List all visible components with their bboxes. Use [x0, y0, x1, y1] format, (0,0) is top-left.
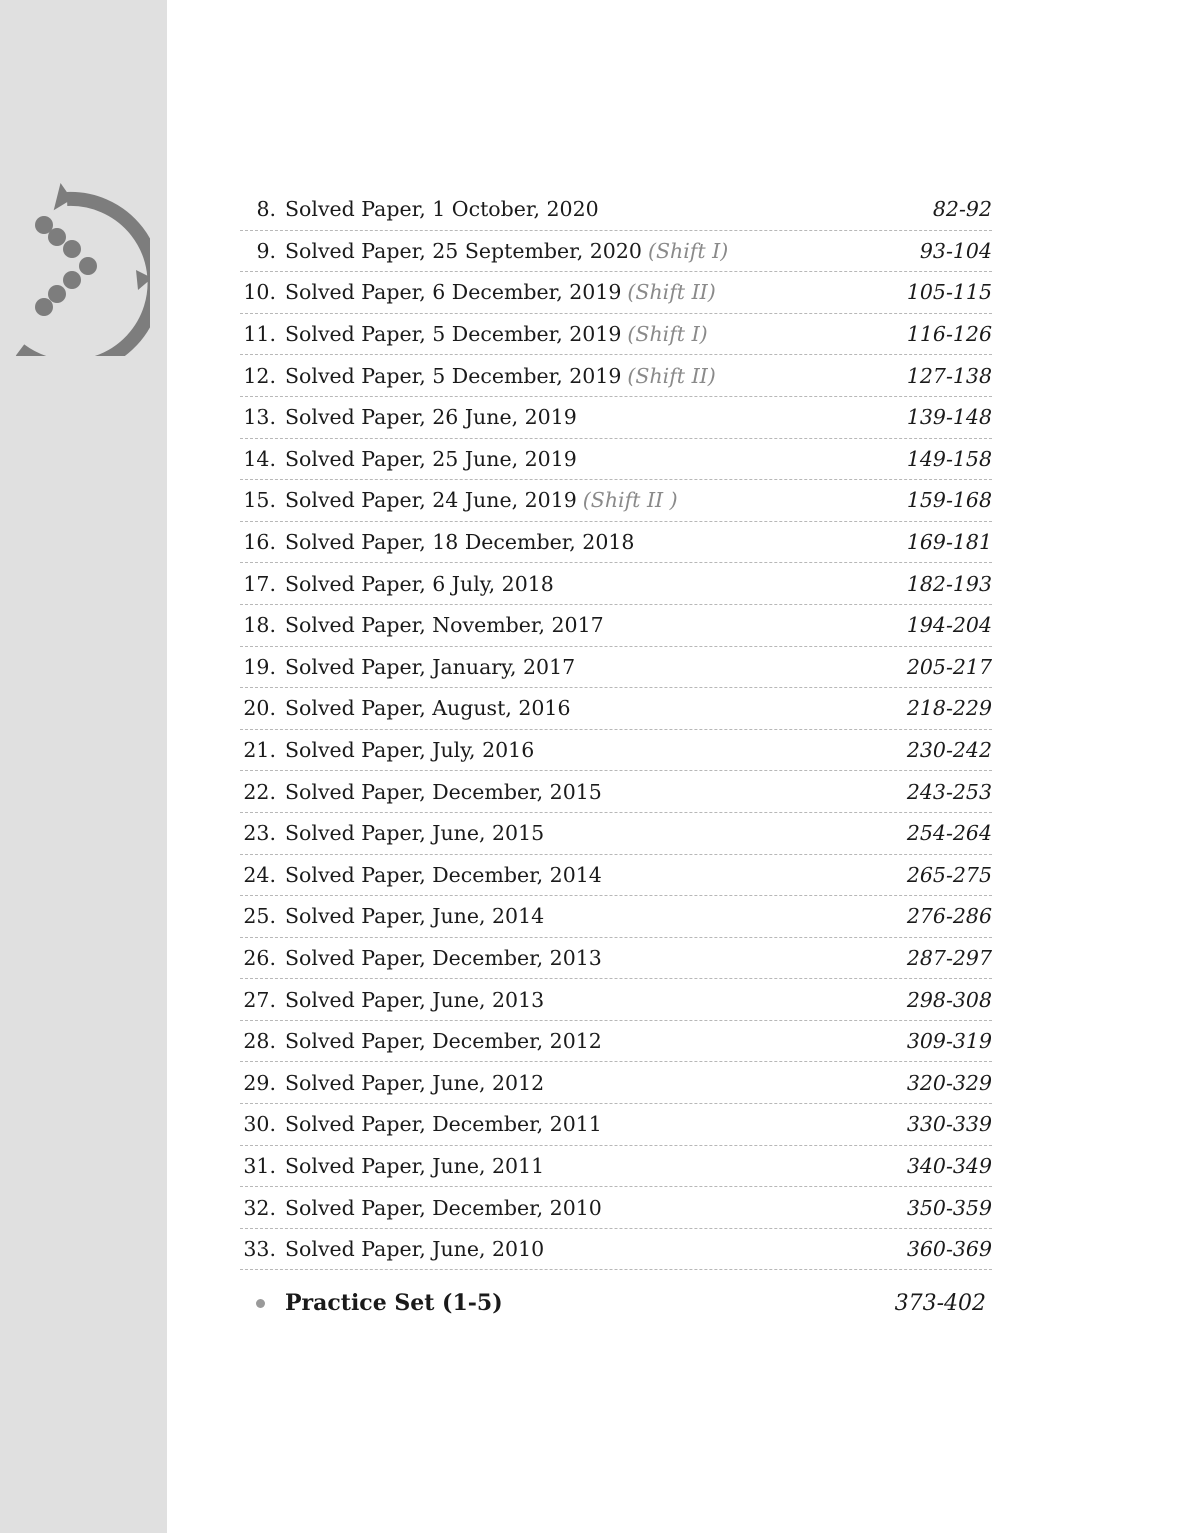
toc-entry-number: 15. [243, 488, 276, 513]
toc-entry-title-wrap [285, 530, 907, 554]
toc-entry-title-wrap [285, 572, 907, 596]
toc-entry-title-wrap [285, 405, 907, 429]
toc-entry-title-wrap [285, 780, 907, 804]
toc-entry-number: 20. [243, 696, 276, 721]
toc-entry[interactable] [240, 730, 992, 772]
sidebar-band [0, 0, 167, 1533]
toc-entry-title: Solved Paper, December, 2015 [285, 779, 602, 804]
toc-entry[interactable] [240, 189, 992, 231]
toc-entry-pages: 127-138 [906, 363, 992, 388]
toc-entry-title-wrap [285, 239, 920, 263]
toc-entry-pages: 149-158 [906, 446, 992, 471]
toc-entry-pages: 243-253 [906, 779, 992, 804]
toc-entry-number: 9. [256, 238, 276, 263]
toc-entry-number: 18. [243, 613, 276, 638]
toc-entry-pages: 287-297 [906, 945, 992, 970]
toc-entry-number: 11. [243, 322, 276, 347]
toc-entry-shift: (Shift I) [627, 322, 708, 347]
practice-set-entry[interactable] [240, 1290, 986, 1316]
toc-entry-title: Solved Paper, 25 June, 2019 [285, 446, 577, 471]
toc-entry-number: 25. [243, 904, 276, 929]
toc-entry-pages: 169-181 [906, 530, 992, 555]
toc-entry[interactable] [240, 771, 992, 813]
toc-entry-number: 16. [243, 530, 276, 555]
toc-entry-title: Solved Paper, June, 2011 [285, 1153, 545, 1178]
toc-entry[interactable] [240, 480, 992, 522]
toc-entry-pages: 194-204 [906, 613, 992, 638]
toc-entry-number: 26. [243, 945, 276, 970]
toc-entry-pages: 320-329 [906, 1070, 992, 1095]
toc-entry[interactable] [240, 355, 992, 397]
toc-entry-title: Solved Paper, June, 2010 [285, 1237, 545, 1262]
toc-entry-number: 8. [256, 197, 276, 222]
toc-entry-shift: (Shift I) [647, 238, 729, 263]
toc-entry-title: Solved Paper, 5 December, 2019 [285, 322, 622, 347]
toc-entry-number: 32. [243, 1195, 276, 1220]
toc-entry-pages: 350-359 [906, 1195, 992, 1220]
toc-entry-title-wrap [285, 1071, 907, 1095]
toc-entry-title: Solved Paper, November, 2017 [285, 613, 604, 638]
toc-entry[interactable] [240, 522, 992, 564]
toc-entry-pages: 360-369 [906, 1237, 992, 1262]
toc-entry-title-wrap [285, 1112, 907, 1136]
toc-entry-pages: 205-217 [906, 654, 992, 679]
toc-entry[interactable] [240, 231, 992, 273]
toc-entry-title-wrap [285, 447, 907, 471]
toc-entry-number: 23. [243, 821, 276, 846]
toc-entry-pages: 276-286 [906, 904, 992, 929]
toc-entry[interactable] [240, 896, 992, 938]
toc-entry-number: 28. [243, 1029, 276, 1054]
toc-entry-title-wrap [285, 1237, 907, 1261]
toc-entry-pages: 105-115 [906, 280, 992, 305]
toc-entry-title-wrap [285, 197, 933, 221]
toc-entry-number: 13. [243, 405, 276, 430]
toc-entry-title-wrap [285, 738, 907, 762]
toc-entry-number: 12. [243, 363, 276, 388]
toc-entry-title: Solved Paper, 6 July, 2018 [285, 571, 554, 596]
toc-entry[interactable] [240, 1146, 992, 1188]
toc-entry-title: Solved Paper, 18 December, 2018 [285, 530, 635, 555]
toc-entry-title-wrap [285, 904, 907, 928]
toc-entry[interactable] [240, 1187, 992, 1229]
toc-entry-title: Solved Paper, December, 2011 [285, 1112, 602, 1137]
toc-entry-title: Solved Paper, 1 October, 2020 [285, 197, 599, 222]
toc-entry[interactable] [240, 855, 992, 897]
toc-entry-title: Solved Paper, 5 December, 2019 [285, 363, 622, 388]
toc-entry-title: Solved Paper, December, 2014 [285, 862, 602, 887]
toc-entry[interactable] [240, 688, 992, 730]
toc-entry-title: Solved Paper, December, 2012 [285, 1029, 602, 1054]
toc-entry-number: 33. [243, 1237, 276, 1262]
toc-entry-title: Solved Paper, 25 September, 2020 [285, 238, 642, 263]
toc-entry[interactable] [240, 1104, 992, 1146]
toc-entry-title: Solved Paper, January, 2017 [285, 654, 576, 679]
toc-entry-title: Solved Paper, December, 2013 [285, 945, 602, 970]
toc-entry-title: Solved Paper, June, 2014 [285, 904, 545, 929]
toc-entry-title-wrap [285, 988, 907, 1012]
toc-entry-pages: 309-319 [906, 1029, 992, 1054]
toc-entry-number: 29. [243, 1070, 276, 1095]
toc-entry-shift: (Shift II ) [582, 488, 678, 513]
toc-entry-title: Solved Paper, July, 2016 [285, 738, 535, 763]
toc-entry-title: Solved Paper, 26 June, 2019 [285, 405, 577, 430]
toc-entry-title-wrap [285, 655, 907, 679]
toc-entry-number: 27. [243, 987, 276, 1012]
toc-entry[interactable] [240, 605, 992, 647]
toc-entry-pages: 139-148 [906, 405, 992, 430]
toc-entry-title-wrap [285, 322, 907, 346]
toc-list [240, 189, 992, 1270]
toc-entry-number: 22. [243, 779, 276, 804]
toc-entry-pages: 298-308 [906, 987, 992, 1012]
toc-entry-title-wrap [285, 613, 907, 637]
circular-arrow-dots-icon [0, 178, 150, 356]
toc-entry-title-wrap [285, 1154, 907, 1178]
toc-entry-title-wrap [285, 488, 907, 512]
toc-entry-number: 17. [243, 571, 276, 596]
toc-entry-title: Solved Paper, 24 June, 2019 [285, 488, 577, 513]
toc-entry-pages: 254-264 [906, 821, 992, 846]
practice-set-title: Practice Set (1-5) [285, 1290, 503, 1316]
toc-entry-shift: (Shift II) [627, 363, 716, 388]
toc-entry-pages: 340-349 [906, 1153, 992, 1178]
toc-entry-shift: (Shift II) [627, 280, 716, 305]
toc-entry-title-wrap [285, 1196, 907, 1220]
toc-entry[interactable] [240, 1229, 992, 1271]
toc-entry[interactable] [240, 813, 992, 855]
toc-entry-title: Solved Paper, June, 2012 [285, 1070, 545, 1095]
toc-entry-pages: 159-168 [906, 488, 992, 513]
toc-entry-title-wrap [285, 364, 907, 388]
toc-entry[interactable] [240, 979, 992, 1021]
toc-entry-number: 14. [243, 446, 276, 471]
toc-entry-pages: 82-92 [932, 197, 992, 222]
toc-entry-pages: 230-242 [906, 738, 992, 763]
toc-entry-pages: 265-275 [906, 862, 992, 887]
toc-entry-title-wrap [285, 1029, 907, 1053]
toc-entry-title-wrap [285, 946, 907, 970]
toc-entry[interactable] [240, 647, 992, 689]
toc-entry-pages: 93-104 [919, 238, 992, 263]
toc-entry[interactable] [240, 938, 992, 980]
toc-entry-title-wrap [285, 280, 907, 304]
toc-entry-title: Solved Paper, June, 2013 [285, 987, 545, 1012]
toc-entry[interactable] [240, 1021, 992, 1063]
toc-entry-title: Solved Paper, August, 2016 [285, 696, 571, 721]
toc-entry[interactable] [240, 1062, 992, 1104]
toc-entry[interactable] [240, 397, 992, 439]
toc-entry-title-wrap [285, 696, 907, 720]
toc-entry-title: Solved Paper, 6 December, 2019 [285, 280, 622, 305]
bullet-dot-icon [256, 1299, 265, 1308]
toc-entry-title-wrap [285, 863, 907, 887]
toc-entry-pages: 182-193 [906, 571, 992, 596]
practice-set-pages: 373-402 [894, 1290, 986, 1316]
toc-entry-pages: 218-229 [906, 696, 992, 721]
toc-entry[interactable] [240, 563, 992, 605]
toc-entry-number: 24. [243, 862, 276, 887]
toc-entry-number: 30. [243, 1112, 276, 1137]
toc-entry[interactable] [240, 314, 992, 356]
toc-entry[interactable] [240, 439, 992, 481]
toc-entry-number: 10. [243, 280, 276, 305]
toc-entry-number: 31. [243, 1153, 276, 1178]
toc-entry-pages: 116-126 [906, 322, 992, 347]
toc-entry[interactable] [240, 272, 992, 314]
toc-entry-pages: 330-339 [906, 1112, 992, 1137]
toc-entry-title-wrap [285, 821, 907, 845]
toc-entry-number: 19. [243, 654, 276, 679]
toc-entry-title: Solved Paper, June, 2015 [285, 821, 545, 846]
toc-entry-title: Solved Paper, December, 2010 [285, 1195, 602, 1220]
toc-entry-number: 21. [243, 738, 276, 763]
